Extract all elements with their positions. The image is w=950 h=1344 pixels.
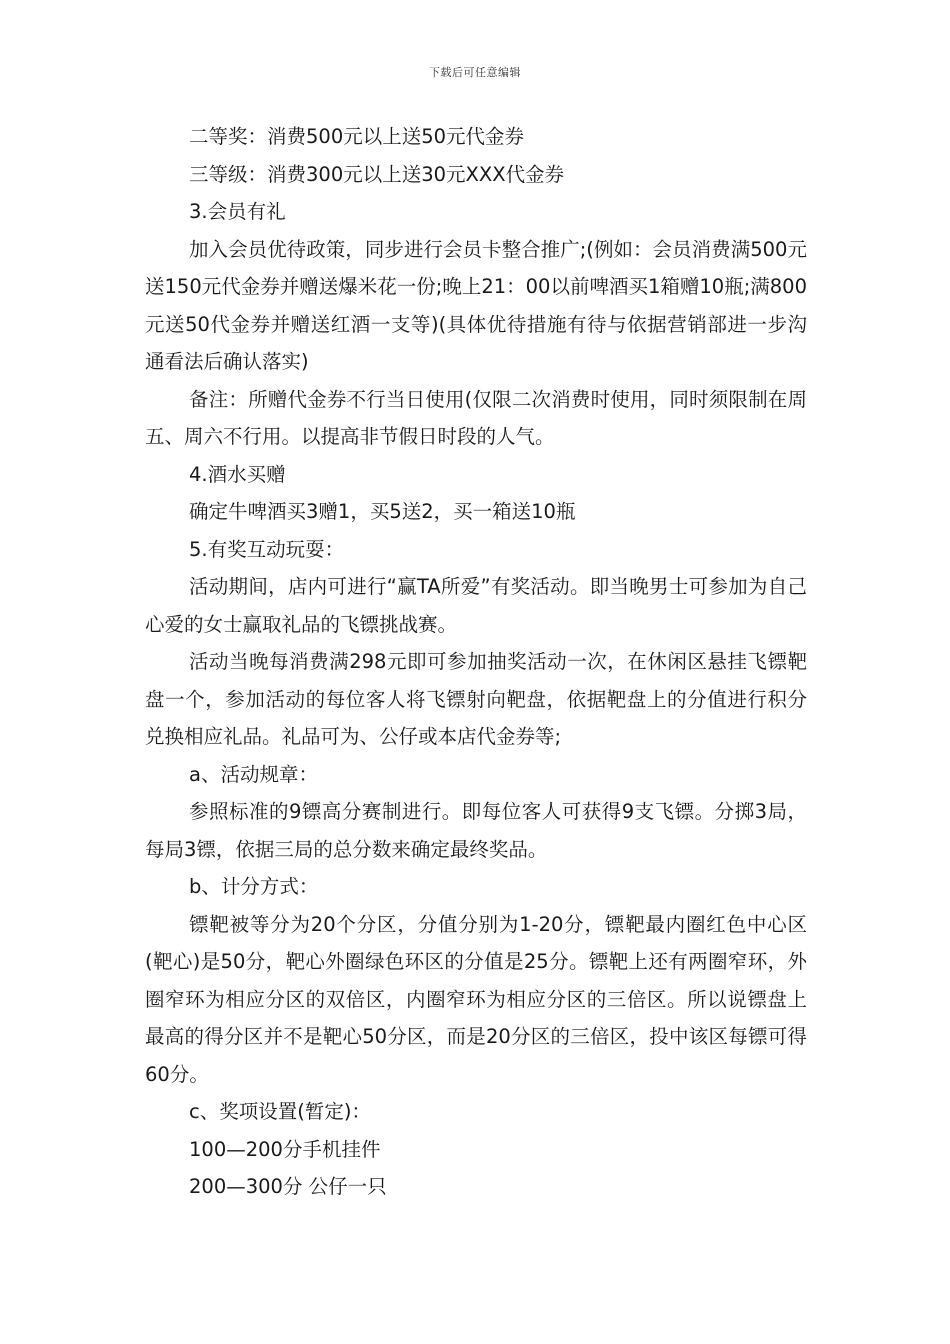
paragraph: 活动当晚每消费满298元即可参加抽奖活动一次，在休闲区悬挂飞镖靶盘一个，参加活动的每位客人将飞镖射向靶盘，依据靶盘上的分值进行积分兑换相应礼品。礼品可为、公仔或本店代金券等; [145, 650, 807, 748]
paragraph: 备注：所赠代金券不行当日使用(仅限二次消费时使用，同时须限制在周五、周六不行用。以提高非节假日时段的人气。 [145, 387, 807, 448]
sub-heading: b、计分方式： [189, 875, 319, 898]
section-heading: 4.酒水买赠 [189, 462, 286, 486]
document-body [145, 118, 807, 1206]
sub-heading: a、活动规章： [189, 762, 318, 786]
section-heading: 3.会员有礼 [189, 200, 286, 223]
paragraph: 镖靶被等分为20个分区，分值分别为1-20分，镖靶最内圈红色中心区(靶心)是50分，靶心外圈绿色环区的分值是25分。镖靶上还有两圈窄环，外圈窄环为相应分区的双倍区，内圈窄环为相应分区的三倍区。所以说镖盘上最高的得分区并不是靶心50分区，而是20分区的三倍区，投中该区每镖可得60分。 [145, 912, 807, 1086]
paragraph: 确定牛啤酒买3赠1，买5送2，买一箱送10瓶 [189, 500, 576, 523]
section-heading: 5.有奖互动玩耍： [189, 537, 345, 561]
page-header: 下载后可任意编辑 [429, 66, 521, 79]
paragraph: 二等奖：消费500元以上送50元代金券 [189, 125, 525, 148]
sub-heading: c、奖项设置(暂定)： [189, 1100, 371, 1123]
prize-item: 200—300分 公仔一只 [189, 1175, 387, 1198]
paragraph: 三等级：消费300元以上送30元XXX代金券 [189, 162, 565, 186]
paragraph: 参照标准的9镖高分赛制进行。即每位客人可获得9支飞镖。分掷3局，每局3镖，依据三局的总分数来确定最终奖品。 [145, 800, 807, 861]
prize-item: 100—200分手机挂件 [189, 1137, 381, 1161]
paragraph: 活动期间，店内可进行“赢TA所爱”有奖活动。即当晚男士可参加为自己心爱的女士赢取礼品的飞镖挑战赛。 [145, 575, 807, 636]
paragraph: 加入会员优待政策，同步进行会员卡整合推广;(例如：会员消费满500元送150元代金券并赠送爆米花一份;晚上21：00以前啤酒买1箱赠10瓶;满800元送50代金券并赠送红酒一支等)(具体优待措施有待与依据营销部进一步沟通看法后确认落实) [145, 237, 807, 373]
